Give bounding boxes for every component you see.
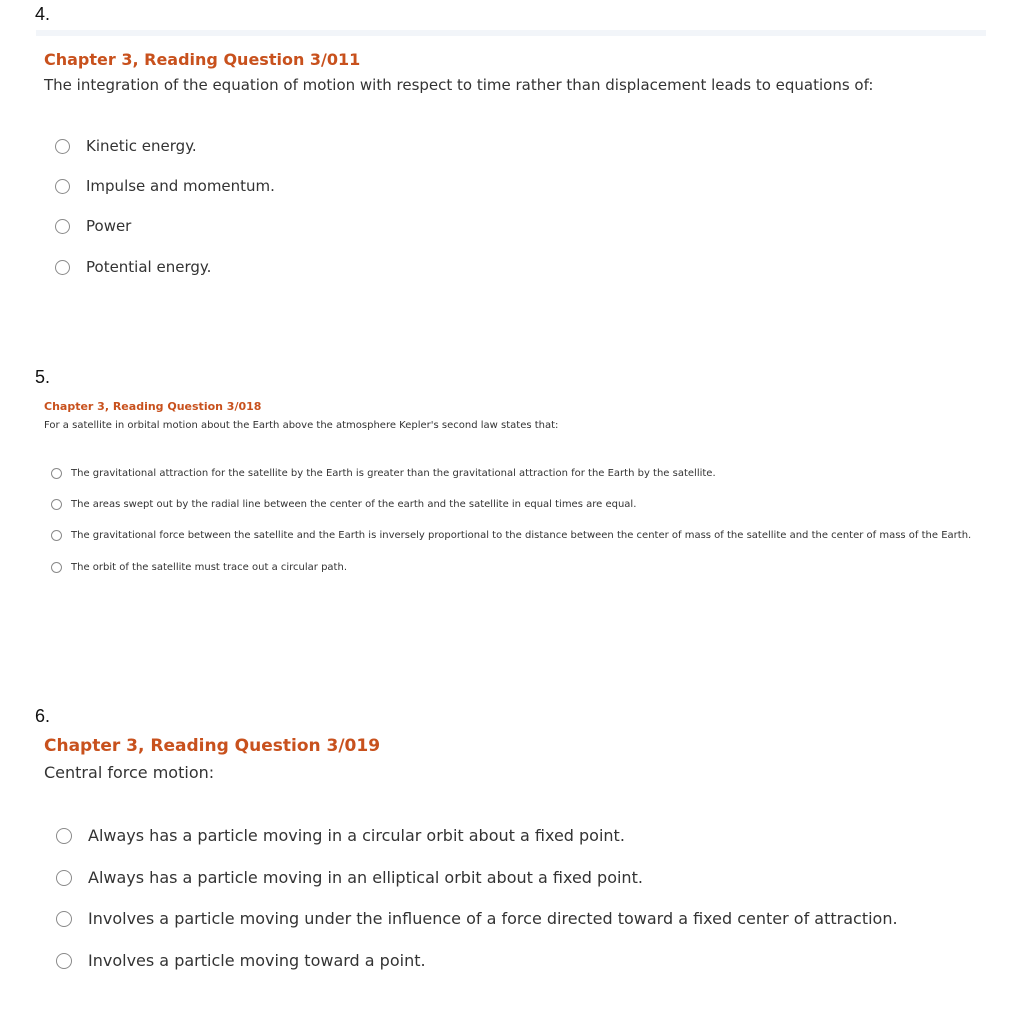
question-number: 4. — [35, 4, 51, 24]
option-label[interactable]: The gravitational attraction for the satellite by the Earth is greater than the gravitational attraction for the Earth by the satellite. — [71, 468, 716, 479]
radio-button[interactable] — [51, 562, 62, 573]
question-title: Chapter 3, Reading Question 3/011 — [44, 50, 361, 69]
answer-option[interactable] — [56, 951, 426, 970]
answer-option[interactable] — [55, 217, 131, 235]
question-title: Chapter 3, Reading Question 3/019 — [44, 736, 381, 756]
question-divider — [36, 30, 986, 36]
answer-option[interactable] — [56, 826, 625, 845]
radio-button[interactable] — [51, 468, 62, 479]
radio-button[interactable] — [51, 530, 62, 541]
option-label[interactable]: Involves a particle moving under the influence of a force directed toward a fixed center of attraction. — [88, 909, 898, 928]
radio-button[interactable] — [55, 139, 70, 154]
radio-button[interactable] — [56, 828, 72, 844]
option-label[interactable]: The areas swept out by the radial line between the center of the earth and the satellite in equal times are equal. — [71, 499, 637, 510]
question-prompt: For a satellite in orbital motion about the Earth above the atmosphere Kepler's second law states that: — [44, 420, 559, 431]
question-prompt: The integration of the equation of motion with respect to time rather than displacement leads to equations of: — [44, 76, 874, 94]
radio-button[interactable] — [56, 870, 72, 886]
option-label[interactable]: Involves a particle moving toward a point. — [88, 951, 426, 970]
radio-button[interactable] — [55, 179, 70, 194]
answer-option[interactable] — [51, 562, 347, 573]
answer-option[interactable] — [51, 530, 971, 541]
option-label[interactable]: Always has a particle moving in an elliptical orbit about a fixed point. — [88, 868, 643, 887]
answer-option[interactable] — [51, 468, 716, 479]
radio-button[interactable] — [56, 911, 72, 927]
radio-button[interactable] — [51, 499, 62, 510]
answer-option[interactable] — [55, 137, 197, 155]
option-label[interactable]: Impulse and momentum. — [86, 177, 275, 195]
option-label[interactable]: The gravitational force between the satellite and the Earth is inversely proportional to the distance between the center of mass of the satellite and the center of mass of the Earth. — [71, 530, 972, 541]
question-number: 5. — [35, 367, 51, 387]
radio-button[interactable] — [56, 953, 72, 969]
radio-button[interactable] — [55, 260, 70, 275]
option-label[interactable]: Potential energy. — [86, 258, 212, 276]
option-label[interactable]: The orbit of the satellite must trace out a circular path. — [71, 562, 347, 573]
answer-option[interactable] — [51, 499, 636, 510]
option-label[interactable]: Power — [86, 217, 132, 235]
question-title: Chapter 3, Reading Question 3/018 — [44, 400, 262, 413]
answer-option[interactable] — [55, 258, 211, 276]
option-label[interactable]: Always has a particle moving in a circular orbit about a fixed point. — [88, 826, 625, 845]
answer-option[interactable] — [56, 909, 898, 928]
radio-button[interactable] — [55, 219, 70, 234]
answer-option[interactable] — [56, 868, 643, 887]
question-number: 6. — [35, 706, 51, 726]
option-label[interactable]: Kinetic energy. — [86, 137, 197, 155]
question-prompt: Central force motion: — [44, 763, 215, 782]
answer-option[interactable] — [55, 177, 275, 195]
